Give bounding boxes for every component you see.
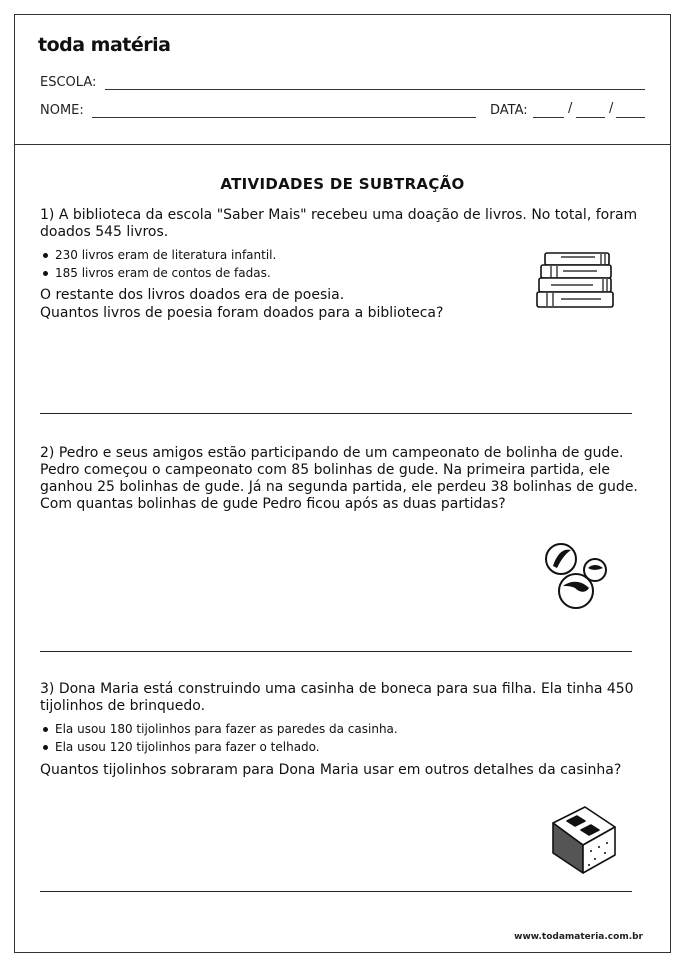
date-separator: /: [609, 101, 614, 116]
question-3-intro: 3) Dona Maria está construindo uma casinha de boneca para sua filha. Ela tinha 450 tijolinhos de brinquedo.: [40, 681, 634, 714]
date-separator: /: [568, 101, 573, 116]
list-item: 230 livros eram de literatura infantil.: [40, 246, 276, 264]
question-3-prompt: Quantos tijolinhos sobraram para Dona Maria usar em outros detalhes da casinha?: [40, 762, 622, 778]
worksheet-title: ATIVIDADES DE SUBTRAÇÃO: [220, 175, 465, 193]
school-field[interactable]: [105, 89, 645, 90]
question-1-prompt-1: O restante dos livros doados era de poesia.: [40, 287, 345, 303]
name-field[interactable]: [92, 117, 476, 118]
date-year-field[interactable]: [616, 117, 645, 118]
header-divider: [15, 144, 670, 145]
answer-line-3[interactable]: [40, 891, 632, 892]
question-1-list: [40, 246, 276, 282]
list-item: Ela usou 120 tijolinhos para fazer o telhado.: [40, 738, 398, 756]
answer-line-2[interactable]: [40, 651, 632, 652]
question-1-intro: 1) A biblioteca da escola "Saber Mais" recebeu uma doação de livros. No total, foram doados 545 livros.: [40, 207, 638, 240]
list-item: Ela usou 180 tijolinhos para fazer as paredes da casinha.: [40, 720, 398, 738]
answer-line-1[interactable]: [40, 413, 632, 414]
logo: toda matéria: [38, 34, 171, 56]
brick-icon: [547, 801, 621, 879]
date-label: DATA:: [490, 103, 528, 118]
date-month-field[interactable]: [576, 117, 605, 118]
question-1-prompt-2: Quantos livros de poesia foram doados para a biblioteca?: [40, 305, 444, 321]
date-day-field[interactable]: [533, 117, 564, 118]
question-3-list: [40, 720, 398, 756]
question-2-text: 2) Pedro e seus amigos estão participando de um campeonato de bolinha de gude. Pedro começou o campeonato com 85 bolinhas de gude. Na primeira partida, ele ganhou 25 bolinhas de gude. Já na segunda partida, ele perdeu 38 bolinhas de gude. Com quantas bolinhas de gude Pedro ficou após as duas partidas?: [40, 445, 638, 512]
website-url: www.todamateria.com.br: [514, 932, 643, 942]
school-label: ESCOLA:: [40, 75, 97, 90]
books-icon: [531, 249, 623, 315]
list-item: 185 livros eram de contos de fadas.: [40, 264, 276, 282]
marbles-icon: [543, 540, 609, 610]
worksheet: [14, 14, 671, 953]
name-label: NOME:: [40, 103, 84, 118]
